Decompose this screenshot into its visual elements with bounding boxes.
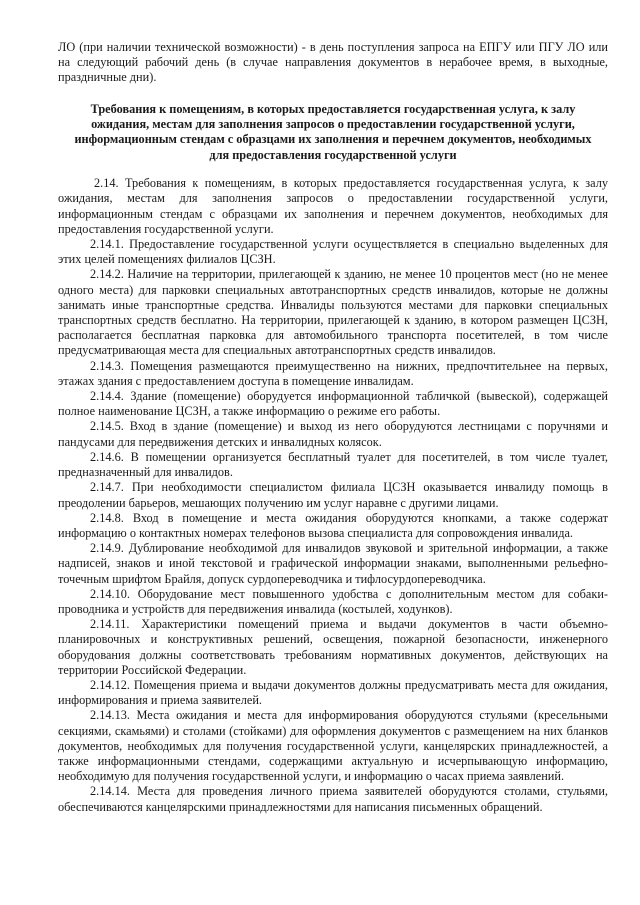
section-heading: Требования к помещениям, в которых предоставляется государственная услуга, к залу ожидания, местам для заполнения запросов о предоставлении государственной услуги, информационным стендам с образцами их заполнения и перечнем документов, необходимых для предоставления государственной услуги <box>74 101 592 162</box>
paragraph-2-14-2: 2.14.2. Наличие на территории, прилегающей к зданию, не менее 10 процентов мест (но не менее одного места) для парковки специальных автотранспортных средств инвалидов, которые не должны занимать иные транспортные средства. Инвалиды пользуются местами для парковки специальных транспортных средств бесплатно. На территории, прилегающей к зданию, в котором размещен ЦСЗН, располагается бесплатная парковка для автомобильного транспорта посетителей, в том числе предусматривающая места для специальных автотранспортных средств инвалидов. <box>58 267 608 358</box>
paragraph-2-14-11: 2.14.11. Характеристики помещений приема и выдачи документов в части объемно-планировочных и конструктивных решений, освещения, пожарной безопасности, инженерного оборудования должны соответствовать требованиям нормативных документов, действующих на территории Российской Федерации. <box>58 617 608 677</box>
paragraph-2-14-7: 2.14.7. При необходимости специалистом филиала ЦСЗН оказывается инвалиду помощь в преодолении барьеров, мешающих получению им услуг наравне с другими лицами. <box>58 480 608 510</box>
paragraph-2-14: 2.14. Требования к помещениям, в которых предоставляется государственная услуга, к залу ожидания, местам для заполнения запросов о предоставлении государственной услуги, информационным стендам с образцами их заполнения и перечнем документов, необходимых для предоставления государственной услуги. <box>58 176 608 236</box>
paragraph-2-14-4: 2.14.4. Здание (помещение) оборудуется информационной табличкой (вывеской), содержащей полное наименование ЦСЗН, а также информацию о режиме его работы. <box>58 389 608 419</box>
paragraph-2-14-10: 2.14.10. Оборудование мест повышенного удобства с дополнительным местом для собаки-проводника и устройств для передвижения инвалида (костылей, ходунков). <box>58 586 608 616</box>
paragraph-2-14-1: 2.14.1. Предоставление государственной услуги осуществляется в специально выделенных для этих целей помещениях филиалов ЦСЗН. <box>58 237 608 267</box>
paragraph-2-14-14: 2.14.14. Места для проведения личного приема заявителей оборудуются столами, стульями, обеспечиваются канцелярскими принадлежностями для написания письменных обращений. <box>58 784 608 814</box>
paragraph-2-14-9: 2.14.9. Дублирование необходимой для инвалидов звуковой и зрительной информации, а также надписей, знаков и иной текстовой и графической информации знаками, выполненными рельефно-точечным шрифтом Брайля, допуск сурдопереводчика и тифлосурдопереводчика. <box>58 541 608 586</box>
paragraph-2-14-12: 2.14.12. Помещения приема и выдачи документов должны предусматривать места для ожидания, информирования и приема заявителей. <box>58 677 608 708</box>
intro-paragraph: ЛО (при наличии технической возможности) - в день поступления запроса на ЕПГУ или ПГУ ЛО или на следующий рабочий день (в случае направления документов в нерабочее время, в выходные, праздничные дни). <box>58 40 608 85</box>
paragraph-2-14-3: 2.14.3. Помещения размещаются преимущественно на нижних, предпочтительнее на первых, этажах здания с предоставлением доступа в помещение инвалидам. <box>58 358 608 388</box>
paragraph-2-14-6: 2.14.6. В помещении организуется бесплатный туалет для посетителей, в том числе туалет, предназначенный для инвалидов. <box>58 449 608 480</box>
paragraph-2-14-13: 2.14.13. Места ожидания и места для информирования оборудуются стульями (кресельными секциями, скамьями) и столами (стойками) для оформления документов с размещением на них бланков документов, необходимых для получения государственной услуги, канцелярских принадлежностей, а также информационными стендами, содержащими актуальную и исчерпывающую информацию, необходимую для получения государственной услуги, и информацию о часах приема заявлений. <box>58 708 608 784</box>
paragraph-2-14-8: 2.14.8. Вход в помещение и места ожидания оборудуются кнопками, а также содержат информацию о контактных номерах телефонов вызова специалиста для сопровождения инвалида. <box>58 510 608 540</box>
paragraph-2-14-5: 2.14.5. Вход в здание (помещение) и выход из него оборудуются лестницами с поручнями и пандусами для передвижения детских и инвалидных колясок. <box>58 419 608 449</box>
